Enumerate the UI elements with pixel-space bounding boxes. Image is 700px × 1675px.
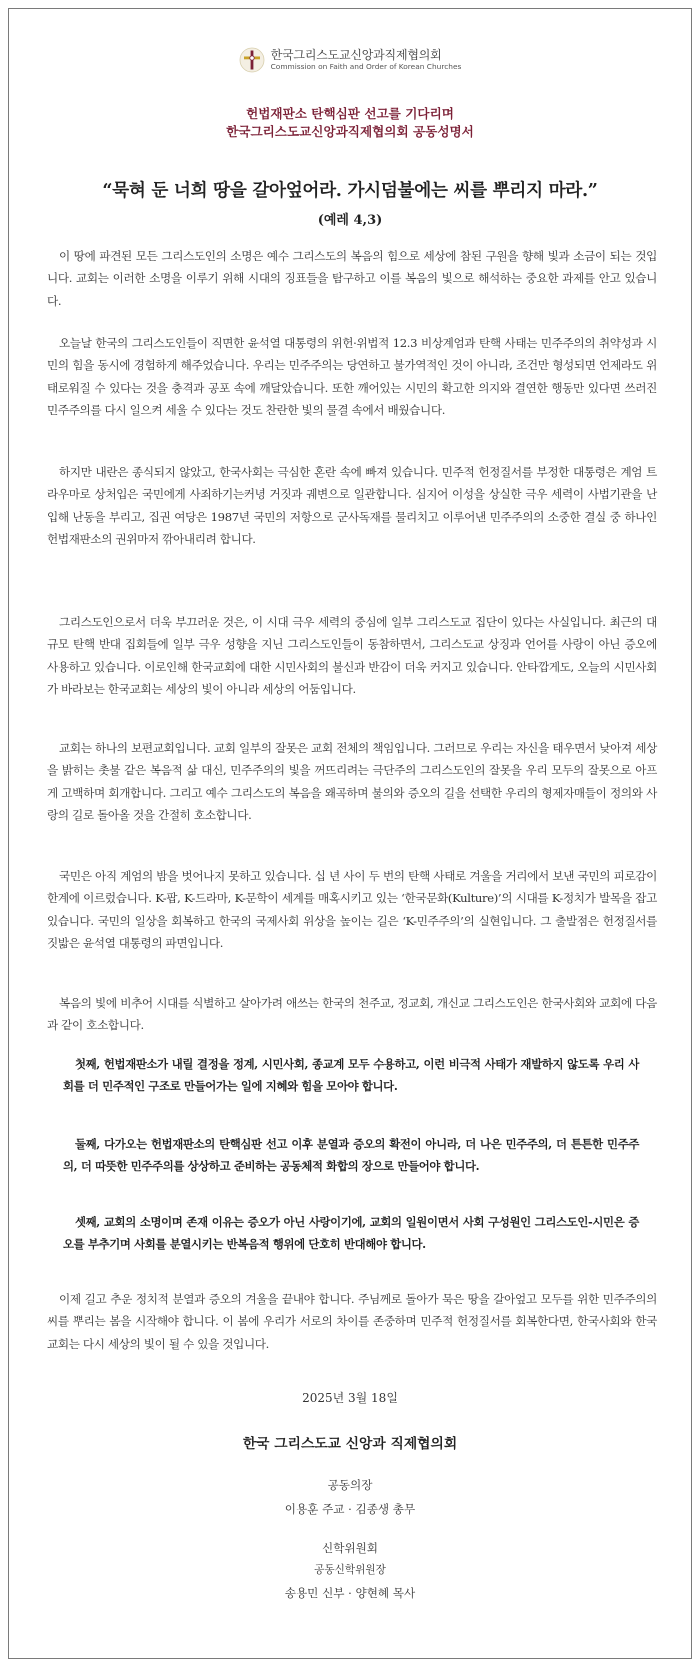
appeal-second: 둘째, 다가오는 헌법재판소의 탄핵심판 선고 이후 분열과 증오의 확전이 아니라, 더 나은 민주주의, 더 튼튼한 민주주의, 더 따뜻한 민주주의를 상상하고 준비하는 공동체적 화합의 장으로 만들어야 합니다. — [63, 1137, 639, 1173]
headline-line-1: 헌법재판소 탄핵심판 선고를 기다리며 — [246, 106, 454, 121]
statement-date: 2025년 3월 18일 — [302, 1391, 398, 1405]
appeal-first: 첫째, 헌법재판소가 내릴 결정을 정계, 시민사회, 종교계 모두 수용하고, 이런 비극적 사태가 재발하지 않도록 우리 사회를 더 민주적인 구조로 만들어가는 일에 지혜와 힘을 모아야 합니다. — [63, 1057, 639, 1093]
paragraph-shame: 그리스도인으로서 더욱 부끄러운 것은, 이 시대 극우 세력의 중심에 일부 그리스도교 집단이 있다는 사실입니다. 최근의 대규모 탄핵 반대 집회들에 일부 극우 성향을 지닌 그리스도인들이 동참하면서, 그리스도교 상징과 언어를 사랑이 아닌 증오에 사용하고 있습니다. 이로인해 한국교회에 대한 시민사회의 불신과 반감이 더욱 커지고 있습니다. 안타깝게도, 오늘의 시민사회가 바라보는 한국교회는 세상의 빛이 아니라 세상의 어둠입니다. — [47, 615, 657, 696]
theology-committee-names: 송용민 신부 · 양현혜 목사 — [284, 1586, 416, 1600]
paragraph-calling: 이 땅에 파견된 모든 그리스도인의 소명은 예수 그리스도의 복음의 힘으로 세상에 참된 구원을 향해 빛과 소금이 되는 것입니다. 교회는 이러한 소명을 이루기 위해 시대의 징표들을 탐구하고 이를 복음의 빛으로 해석하는 중요한 과제를 안고 있습니다. — [47, 249, 657, 308]
theology-committee-subtitle: 공동신학위원장 — [314, 1564, 386, 1576]
org-name-en: Commission on Faith and Order of Korean Churches — [270, 61, 462, 71]
appeal-third: 셋째, 교회의 소명이며 존재 이유는 증오가 아닌 사랑이기에, 교회의 일원이면서 사회 구성원인 그리스도인-시민은 증오를 부추기며 사회를 분열시키는 반복음적 행위에 단호히 반대해야 합니다. — [63, 1215, 639, 1251]
paragraph-closing: 이제 길고 추운 정치적 분열과 증오의 겨울을 끝내야 합니다. 주님께로 돌아가 묵은 땅을 갈아엎고 모두를 위한 민주주의의 씨를 뿌리는 봄을 시작해야 합니다. 이 봄에 우리가 서로의 차이를 존중하며 민주적 헌정질서를 회복한다면, 한국사회와 한국교회는 다시 세상의 빛이 될 수 있을 것입니다. — [47, 1292, 657, 1351]
scripture-quote: “묵혀 둔 너희 땅을 갈아엎어라. 가시덤불에는 씨를 뿌리지 마라.” — [102, 180, 598, 201]
co-chairs-names: 이용훈 주교 · 김종생 총무 — [284, 1502, 416, 1516]
scripture-reference: (예레 4,3) — [317, 213, 383, 228]
paragraph-universal-church: 교회는 하나의 보편교회입니다. 교회 일부의 잘못은 교회 전체의 책임입니다. 그러므로 우리는 자신을 태우면서 낮아져 세상을 밝히는 촛불 같은 복음적 삶 대신, 민주주의의 빛을 꺼뜨리려는 극단주의 그리스도인의 잘못을 우리 모두의 잘못으로 아프게 고백하며 회개합니다. 그리고 예수 그리스도의 복음을 왜곡하며 불의와 증오의 길을 선택한 우리의 형제자매들이 정의와 사랑의 길로 돌아올 것을 간절히 호소합니다. — [47, 741, 657, 822]
statement-page — [8, 8, 692, 1659]
org-name-ko: 한국그리스도교신앙과직제협의회 — [270, 47, 442, 62]
paragraph-appeal-intro: 복음의 빛에 비추어 시대를 식별하고 살아가려 애쓰는 한국의 천주교, 정교회, 개신교 그리스도인은 한국사회와 교회에 다음과 같이 호소합니다. — [47, 996, 657, 1033]
headline-line-2: 한국그리스도교신앙과직제협의회 공동성명서 — [226, 124, 474, 139]
paragraph-insurrection: 하지만 내란은 종식되지 않았고, 한국사회는 극심한 혼란 속에 빠져 있습니다. 민주적 헌정질서를 부정한 대통령은 계엄 트라우마로 상처입은 국민에게 사죄하기는커녕 거짓과 궤변으로 일관합니다. 심지어 이성을 상실한 극우 세력이 사법기관을 난입해 난동을 부리고, 집권 여당은 1987년 국민의 저항으로 군사독재를 물리치고 이루어낸 민주주의의 소중한 결실 중 하나인 헌법재판소의 권위마저 깎아내리려 합니다. — [47, 465, 657, 546]
statement-headline — [9, 105, 691, 141]
co-chairs-title: 공동의장 — [327, 1478, 373, 1492]
org-logo — [9, 47, 691, 73]
signing-organization: 한국 그리스도교 신앙과 직제협의회 — [242, 1436, 458, 1452]
cross-emblem-icon — [239, 47, 265, 73]
paragraph-martial-law: 오늘날 한국의 그리스도인들이 직면한 윤석열 대통령의 위헌·위법적 12.3 비상계엄과 탄핵 사태는 민주주의의 취약성과 시민의 힘을 동시에 경험하게 해주었습니다. 우리는 민주주의는 당연하고 불가역적인 것이 아니라, 조건만 형성되면 언제라도 위태로워질 수 있다는 것을 충격과 공포 속에 깨달았습니다. 또한 깨어있는 시민의 확고한 의지와 결연한 행동만 있다면 쓰러진 민주주의를 다시 일으켜 세울 수 있다는 것도 찬란한 빛의 물결 속에서 배웠습니다. — [47, 336, 657, 417]
paragraph-citizens: 국민은 아직 계엄의 밤을 벗어나지 못하고 있습니다. 십 년 사이 두 번의 탄핵 사태로 겨울을 거리에서 보낸 국민의 피로감이 한계에 이르렀습니다. K-팝, K-드라마, K-문학이 세계를 매혹시키고 있는 ‘한국문화(Kulture)’의 시대를 K-정치가 발목을 잡고 있습니다. 국민의 일상을 회복하고 한국의 국제사회 위상을 높이는 길은 ‘K-민주주의’의 실현입니다. 그 출발점은 헌정질서를 짓밟은 윤석열 대통령의 파면입니다. — [47, 869, 657, 950]
theology-committee-title: 신학위원회 — [322, 1541, 378, 1555]
